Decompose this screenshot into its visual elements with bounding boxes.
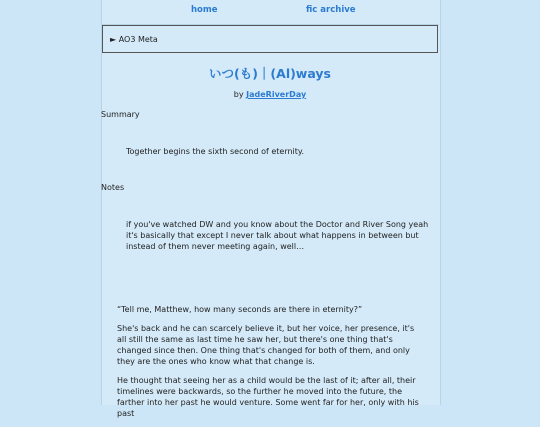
summary-text: Together begins the sixth second of eternity. [126,147,305,156]
ao3-meta-disclosure[interactable] [102,25,438,53]
nav-home-link[interactable]: home [191,5,218,15]
story-paragraph: “Tell me, Matthew, how many seconds are there in eternity?” [117,305,363,314]
summary-heading: Summary [101,110,140,119]
author-link[interactable]: JadeRiverDay [246,90,307,99]
notes-text: if you've watched DW and you know about the Doctor and River Song yeah it's basically that except I never talk about what happens in between but instead of them never meeting again, well… [126,220,429,251]
notes-heading: Notes [101,183,125,192]
story-body [117,304,422,427]
top-nav [0,5,540,19]
byline-prefix: by [233,90,244,99]
ao3-meta-label: ► AO3 Meta [110,35,158,44]
work-title: いつ(も)｜(Al)ways [209,66,331,81]
byline [101,90,439,99]
story-paragraph: She's back and he can scarcely believe it, but her voice, her presence, it's all still the same as last time he saw her, but there's one thing that's changed since then. One thing that's changed for both of them, and only they are the ones who know what that change is. [117,324,415,366]
story-paragraph: He thought that seeing her as a child would be the last of it; after all, their timelines were backwards, so the further he moved into the future, the farther into her past he would venture. Some went far for her, only with his past [117,376,419,418]
nav-fic-archive-link[interactable]: fic archive [306,5,356,15]
